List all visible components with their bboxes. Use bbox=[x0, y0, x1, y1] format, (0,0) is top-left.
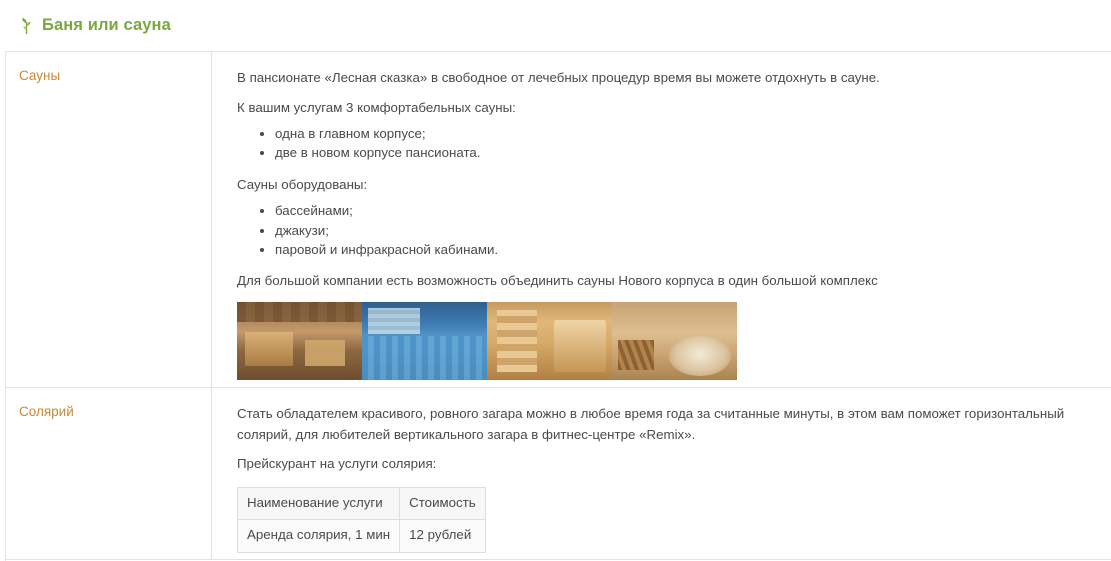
table-row bbox=[238, 520, 486, 553]
sauna-rest-room-photo[interactable] bbox=[237, 302, 362, 380]
solarium-price-table bbox=[237, 487, 486, 553]
sauna-services-lead: К вашим услугам 3 комфортабельных сауны: bbox=[237, 99, 516, 115]
sauna-intro-paragraph: В пансионате «Лесная сказка» в свободное от лечебных процедур время вы можете отдохнуть в сауне. bbox=[237, 70, 880, 85]
page-title: Баня или сауна bbox=[42, 16, 171, 34]
sauna-interior-photo[interactable] bbox=[487, 302, 612, 380]
list-item: • бассейнами; bbox=[275, 201, 1091, 220]
solarium-pricelist-lead: Прейскурант на услуги солярия: bbox=[237, 456, 437, 472]
sauna-photo-gallery bbox=[237, 302, 739, 380]
table-header-service: Наименование услуги bbox=[238, 487, 400, 520]
list-item: • паровой и инфракрасной кабинами. bbox=[275, 240, 1091, 259]
section-row-saunas bbox=[5, 52, 1111, 388]
sauna-location-list bbox=[237, 124, 1091, 163]
section-body-solarium bbox=[212, 388, 1111, 559]
swimming-pool-photo[interactable] bbox=[362, 302, 487, 380]
section-label-solarium: Солярий bbox=[19, 404, 74, 419]
list-item: • две в новом корпусе пансионата. bbox=[275, 143, 1091, 162]
section-label-cell bbox=[5, 388, 212, 559]
section-body-saunas bbox=[212, 52, 1111, 387]
table-cell-price: 12 рублей bbox=[400, 520, 486, 553]
sauna-equipment-lead: Сауны оборудованы: bbox=[237, 176, 368, 192]
sauna-equipment-list bbox=[237, 201, 1091, 259]
list-item: • одна в главном корпусе; bbox=[275, 124, 1091, 143]
jacuzzi-room-photo[interactable] bbox=[612, 302, 737, 380]
section-header bbox=[5, 0, 1111, 52]
table-header-price: Стоимость bbox=[400, 487, 486, 520]
sauna-complex-note: Для большой компании есть возможность объединить сауны Нового корпуса в один большой комплекс bbox=[237, 273, 878, 289]
list-item: • джакузи; bbox=[275, 221, 1091, 240]
leaf-sprig-icon bbox=[19, 17, 35, 35]
section-label-cell bbox=[5, 52, 212, 387]
section-row-solarium bbox=[5, 388, 1111, 560]
table-cell-service: Аренда солярия, 1 мин bbox=[238, 520, 400, 553]
table-row bbox=[238, 487, 486, 520]
solarium-intro-paragraph: Стать обладателем красивого, ровного загара можно в любое время года за считанные минуты, в этом вам поможет горизонтальный солярий, для любителей вертикального загара в фитнес-центре «Remix». bbox=[237, 406, 1065, 442]
section-label-saunas: Сауны bbox=[19, 68, 61, 83]
